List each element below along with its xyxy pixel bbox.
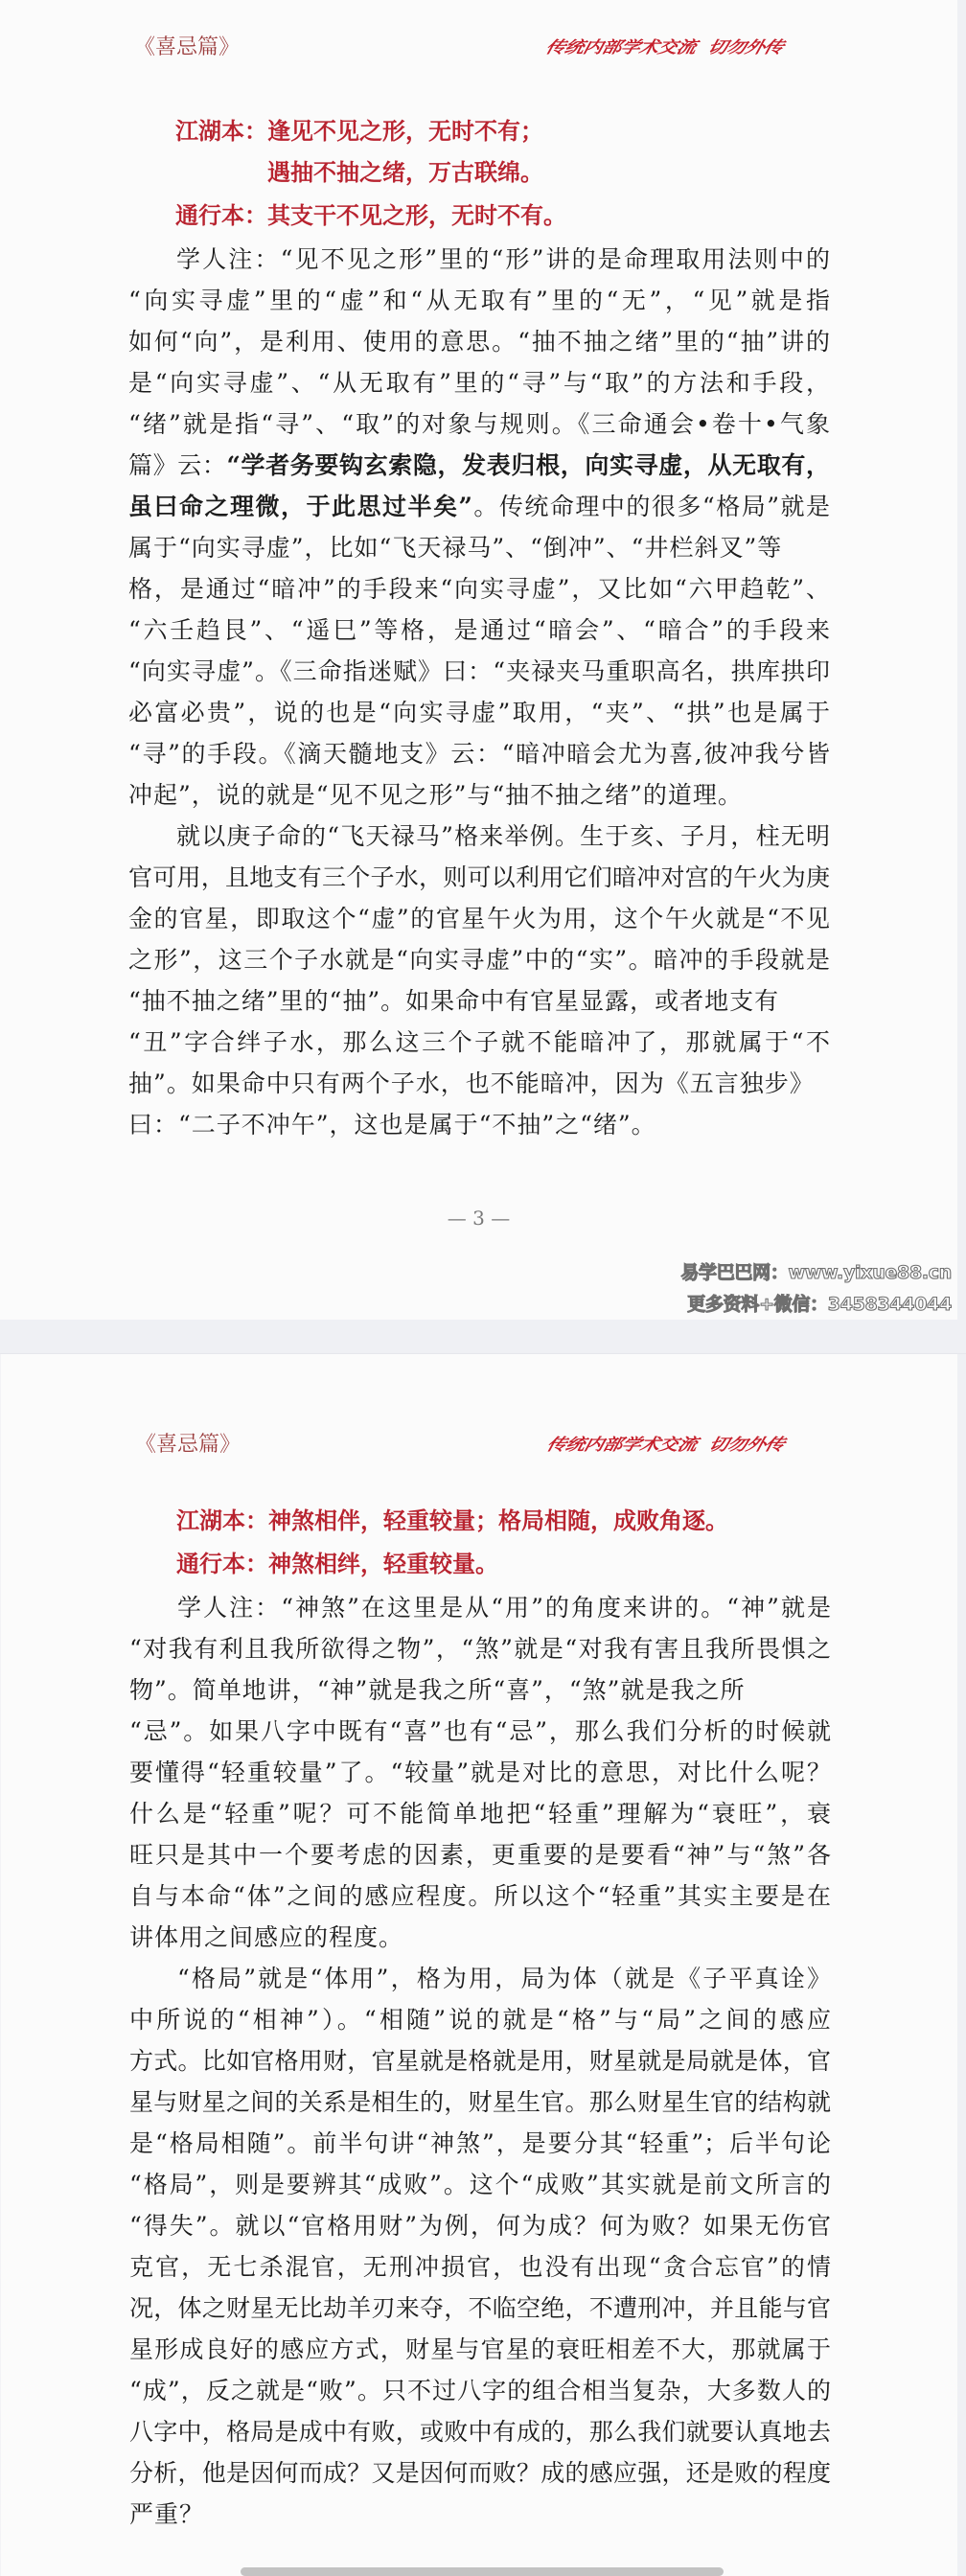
- text-line: 自与本命“体”之间的感应程度。所以这个“轻重”其实主要是在: [129, 1882, 831, 1910]
- page-separator: [0, 1320, 966, 1354]
- verse-jianghu: [176, 1500, 728, 1542]
- text-line: “向实寻虚”里的“虚”和“从无取有”里的“无”，“见”就是指: [128, 287, 830, 314]
- text-line: 什么是“轻重”呢？可不能简单地把“轻重”理解为“衰旺”，衰: [129, 1800, 831, 1828]
- text-line: 学人注：“神煞”在这里是从“用”的角度来讲的。“神”就是: [177, 1594, 831, 1622]
- verse-text: 神煞相绊，轻重较量。: [268, 1550, 498, 1577]
- text-line: “寻”的手段。《滴天髓地支》云：“暗冲暗会尤为喜,彼冲我兮皆: [128, 740, 830, 768]
- chapter-title: 《喜忌篇》: [134, 35, 241, 59]
- verse-tongxing: [176, 1543, 498, 1585]
- text-line: 冲起”，说的就是“见不见之形”与“抽不抽之绪”的道理。: [128, 781, 743, 809]
- watermark-site-line: 易学巴巴网：www.yixue88.cn: [680, 1262, 952, 1283]
- text-line: 讲体用之间感应的程度。: [129, 1923, 404, 1951]
- text-line: 之形”，这三个子水就是“向实寻虚”中的“实”。暗冲的手段就是: [128, 946, 830, 974]
- text-line: “丑”字合绊子水，那么这三个子就不能暗冲了，那就属于“不: [128, 1028, 830, 1056]
- bold-quote: 虽曰命之理微，于此思过半矣”: [128, 493, 472, 520]
- text-line: 抽”。如果命中只有两个子水，也不能暗冲，因为《五言独步》: [128, 1070, 815, 1097]
- text-line: 是“向实寻虚”、“从无取有”里的“寻”与“取”的方法和手段，: [128, 369, 830, 397]
- bold-quote: “学者务要钩玄索隐，发表归根，向实寻虚，从无取有，: [226, 451, 830, 479]
- text-line: “格局”就是“体用”，格为用，局为体（就是《子平真诠》: [177, 1965, 831, 1992]
- text-line: 金的官星，即取这个“虚”的官星午火为用，这个午火就是“不见: [128, 905, 830, 932]
- text-line: 学人注：“见不见之形”里的“形”讲的是命理取用法则中的: [176, 245, 830, 273]
- text-line: 克官，无七杀混官，无刑冲损官，也没有出现“贪合忘官”的情: [129, 2253, 831, 2281]
- calligraphy-signature: 传统内部学术交流 切勿外传: [544, 1434, 787, 1455]
- verse-jianghu-continued: [175, 151, 543, 194]
- verse-label: 江湖本：: [175, 117, 267, 145]
- site-watermark: [680, 1257, 952, 1321]
- text-line: 星与财星之间的关系是相生的，财星生官。那么财星生官的结构就: [129, 2088, 831, 2116]
- horizontal-scrollbar-thumb[interactable]: [241, 2567, 724, 2576]
- text-line: “得失”。就以“官格用财”为例，何为成？何为败？如果无伤官: [129, 2212, 831, 2240]
- verse-tongxing: [175, 195, 566, 237]
- verse-text: 其支干不见之形，无时不有。: [267, 201, 566, 229]
- text-line: 严重？: [129, 2500, 205, 2528]
- text-line: 物”。简单地讲，“神”就是我之所“喜”，“煞”就是我之所: [129, 1676, 746, 1704]
- text-line: 属于“向实寻虚”，比如“飞天禄马”、“倒冲”、“井栏斜叉”等: [128, 534, 783, 562]
- text-line: “向实寻虚”。《三命指迷赋》曰：“夹禄夹马重职高名，拱库拱印: [128, 657, 830, 685]
- text-line: “对我有利且我所欲得之物”，“煞”就是“对我有害且我所畏惧之: [129, 1635, 831, 1663]
- commentary-body: [129, 1587, 831, 2535]
- text-line: 必富必贵”，说的也是“向实寻虚”取用，“夹”、“拱”也是属于: [128, 699, 830, 726]
- text-line: “忌”。如果八字中既有“喜”也有“忌”，那么我们分析的时候就: [129, 1717, 831, 1745]
- verse-label: 通行本：: [176, 1550, 268, 1577]
- text-line: 星形成良好的感应方式，财星与官星的衰旺相差不大，那就属于: [129, 2335, 831, 2363]
- text-line: “六壬趋艮”、“遥巳”等格，是通过“暗会”、“暗合”的手段来: [128, 616, 830, 644]
- text-line-quote: [128, 486, 830, 527]
- page-number: — 3 —: [447, 1207, 511, 1230]
- verse-label: 通行本：: [175, 201, 267, 229]
- text-line: 是“格局相随”。前半句讲“神煞”，是要分其“轻重”；后半句论: [129, 2129, 831, 2157]
- text-line: 要懂得“轻重较量”了。“较量”就是对比的意思，对比什么呢？: [129, 1759, 831, 1786]
- verse-jianghu: [175, 110, 543, 152]
- verse-text: 遇抽不抽之绪，万古联绵。: [267, 158, 543, 186]
- text-line: 就以庚子命的“飞天禄马”格来举例。生于亥、子月，柱无明: [176, 822, 830, 850]
- commentary-body: [128, 239, 830, 1145]
- text-line: 曰：“二子不冲午”，这也是属于“不抽”之“绪”。: [128, 1111, 656, 1138]
- verse-text: 逢见不见之形，无时不有；: [267, 117, 543, 145]
- text-line: 官可用，且地支有三个子水，则可以利用它们暗冲对宫的午火为庚: [128, 863, 830, 891]
- verse-label: 江湖本：: [176, 1506, 268, 1534]
- text-line-quote: [128, 445, 830, 486]
- text-line: “绪”就是指“寻”、“取”的对象与规则。《三命通会•卷十•气象: [128, 410, 830, 438]
- text-line: 中所说的“相神”）。“相随”说的就是“格”与“局”之间的感应: [129, 2006, 831, 2034]
- text-run: 篇》云：: [128, 451, 227, 479]
- document-page-2: [0, 1354, 957, 2576]
- text-line: 旺只是其中一个要考虑的因素，更重要的是要看“神”与“煞”各: [129, 1841, 831, 1869]
- text-line: 如何“向”，是利用、使用的意思。“抽不抽之绪”里的“抽”讲的: [128, 328, 830, 356]
- text-line: 格，是通过“暗冲”的手段来“向实寻虚”，又比如“六甲趋乾”、: [128, 575, 830, 603]
- text-line: 分析，他是因何而成？又是因何而败？成的感应强，还是败的程度: [129, 2459, 831, 2487]
- text-line: “抽不抽之绪”里的“抽”。如果命中有官星显露，或者地支有: [128, 987, 780, 1015]
- text-run: 。传统命理中的很多“格局”就是: [472, 493, 830, 520]
- text-line: “成”，反之就是“败”。只不过八字的组合相当复杂，大多数人的: [129, 2377, 831, 2404]
- calligraphy-signature: 传统内部学术交流 切勿外传: [543, 36, 786, 58]
- text-line: 方式。比如官格用财，官星就是格就是用，财星就是局就是体，官: [129, 2047, 831, 2075]
- text-line: “格局”，则是要辨其“成败”。这个“成败”其实就是前文所言的: [129, 2171, 831, 2198]
- chapter-title: 《喜忌篇》: [135, 1433, 242, 1457]
- text-line: 八字中，格局是成中有败，或败中有成的，那么我们就要认真地去: [129, 2418, 831, 2446]
- verse-text: 神煞相伴，轻重较量；格局相随，成败角逐。: [268, 1506, 728, 1534]
- text-line: 况，体之财星无比劫羊刃来夺，不临空绝，不遭刑冲，并且能与官: [129, 2294, 831, 2322]
- watermark-contact-line: 更多资料+微信：3458344044: [687, 1294, 952, 1315]
